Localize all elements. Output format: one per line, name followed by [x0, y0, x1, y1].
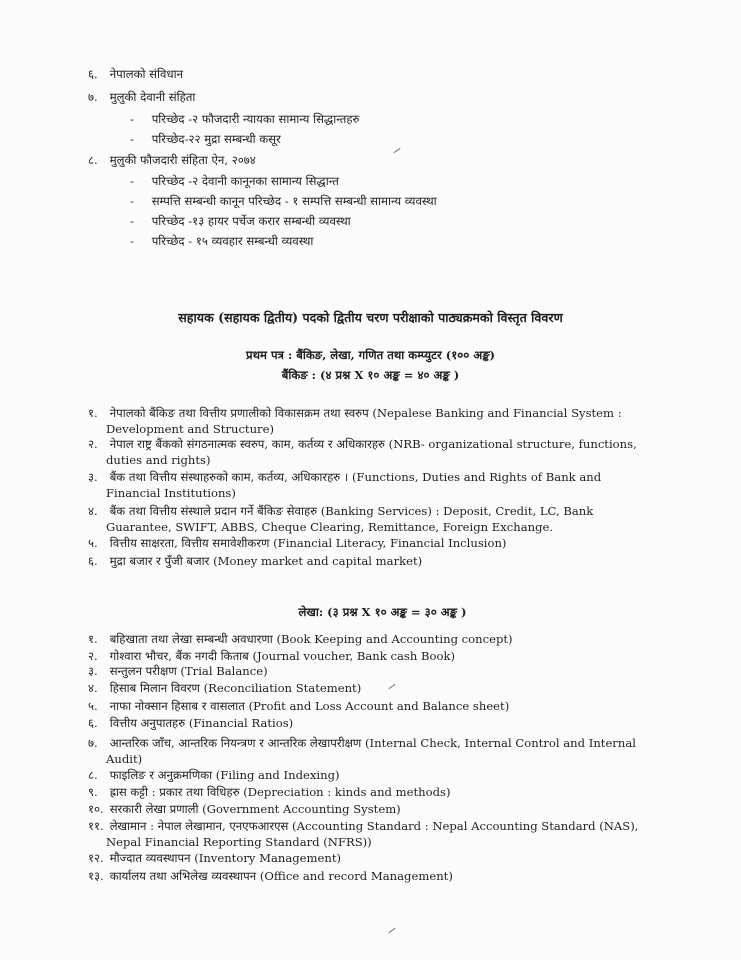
banking-item: ५. वित्तीय साक्षरता, वित्तीय समावेशीकरण (Financial Literacy, Financial Inclusion): [88, 536, 507, 550]
banking-item: ४. बैंक तथा वित्तीय संस्थाले प्रदान गर्ने बैंकिङ सेवाहरु (Banking Services) : Deposit, Credit, LC, Bank Guarantee, SWIFT, ABBS, Cheque Clearing, Remittance, Foreign Exchange.: [88, 504, 594, 534]
banking-item: १. नेपालको बैंकिङ तथा वित्तीय प्रणालीको विकासक्रम तथा स्वरुप (Nepalese Banking and Financial System : Development and Structure): [88, 406, 622, 436]
list-item: ६. नेपालको संविधान: [88, 67, 184, 81]
list-subitem: - परिच्छेद - १५ व्यवहार सम्बन्धी व्यवस्था: [130, 234, 314, 248]
list-subitem: - परिच्छेद -१३ हायर पर्चेज करार सम्बन्धी व्यवस्था: [130, 214, 351, 228]
accounting-item: ३. सन्तुलन परीक्षण (Trial Balance): [88, 664, 268, 678]
banking-item: २. नेपाल राष्ट्र बैंकको संगठनात्मक स्वरुप, काम, कर्तव्य र अधिकारहरु (NRB- organizational structure, functions, duties and rights): [88, 437, 637, 467]
accounting-item: ७. आन्तरिक जाँच, आन्तरिक नियन्त्रण र आन्तरिक लेखापरीक्षण (Internal Check, Internal Control and Internal Audit): [88, 736, 636, 766]
accounting-item: १०. सरकारी लेखा प्रणाली (Government Accounting System): [88, 802, 401, 816]
pen-mark: [393, 148, 400, 153]
paper-title: प्रथम पत्र : बैंकिङ, लेखा, गणित तथा कम्प्युटर (१०० अङ्क): [245, 348, 496, 362]
banking-item: ३. बैंक तथा वित्तीय संस्थाहरुको काम, कर्तव्य, अधिकारहरु । (Functions, Duties and Rights of Bank and Financial Institutions): [88, 470, 602, 500]
accounting-item: १. बहिखाता तथा लेखा सम्बन्धी अवधारणा (Book Keeping and Accounting concept): [88, 632, 513, 646]
list-subitem: - परिच्छेद-२२ मुद्रा सम्बन्धी कसूर: [130, 132, 281, 146]
list-subitem: - सम्पत्ति सम्बन्धी कानून परिच्छेद - १ सम्पत्ति सम्बन्धी सामान्य व्यवस्था: [130, 194, 437, 208]
accounting-item: ११. लेखामान : नेपाल लेखामान, एनएफआरएस (Accounting Standard : Nepal Accounting Standard (NAS), Nepal Financial Reporting Standard (NFRS)): [88, 819, 639, 849]
accounting-item: ४. हिसाब मिलान विवरण (Reconciliation Statement): [88, 681, 362, 695]
accounting-item: १३. कार्यालय तथा अभिलेख व्यवस्थापन (Office and record Management): [88, 869, 453, 883]
banking-title: बैंकिङ : (४ प्रश्न X १० अङ्क = ४० अङ्क ): [281, 368, 460, 382]
accounting-title: लेखा: (३ प्रश्न X १० अङ्क = ३० अङ्क ): [298, 605, 467, 619]
accounting-item: ५. नाफा नोक्सान हिसाब र वासलात (Profit and Loss Account and Balance sheet): [88, 699, 510, 713]
accounting-item: १२. मौज्दात व्यवस्थापन (Inventory Management): [88, 851, 342, 865]
list-item: ७. मुलुकी देवानी संहिता: [88, 90, 196, 104]
pen-mark: [388, 928, 395, 933]
main-title: सहायक (सहायक द्वितीय) पदको द्वितीय चरण परीक्षाको पाठ्यक्रमको विस्तृत विवरण: [178, 310, 563, 325]
accounting-item: २. गोश्वारा भौचर, बैंक नगदी किताब (Journal voucher, Bank cash Book): [88, 649, 456, 663]
list-subitem: - परिच्छेद -२ फौजदारी न्यायका सामान्य सिद्धान्तहरु: [130, 112, 360, 126]
accounting-item: ६. वित्तीय अनुपातहरु (Financial Ratios): [88, 716, 294, 730]
accounting-item: ८. फाइलिङ र अनुक्रमणिका (Filing and Indexing): [88, 768, 340, 782]
banking-item: ६. मुद्रा बजार र पुँजी बजार (Money market and capital market): [88, 554, 423, 568]
list-subitem: - परिच्छेद -२ देवानी कानूनका सामान्य सिद्धान्त: [130, 174, 339, 188]
accounting-item: ९. ह्रास कट्टी : प्रकार तथा विधिहरु (Depreciation : kinds and methods): [88, 785, 451, 799]
list-item: ८. मुलुकी फौजदारी संहिता ऐन, २०७४: [88, 153, 256, 167]
